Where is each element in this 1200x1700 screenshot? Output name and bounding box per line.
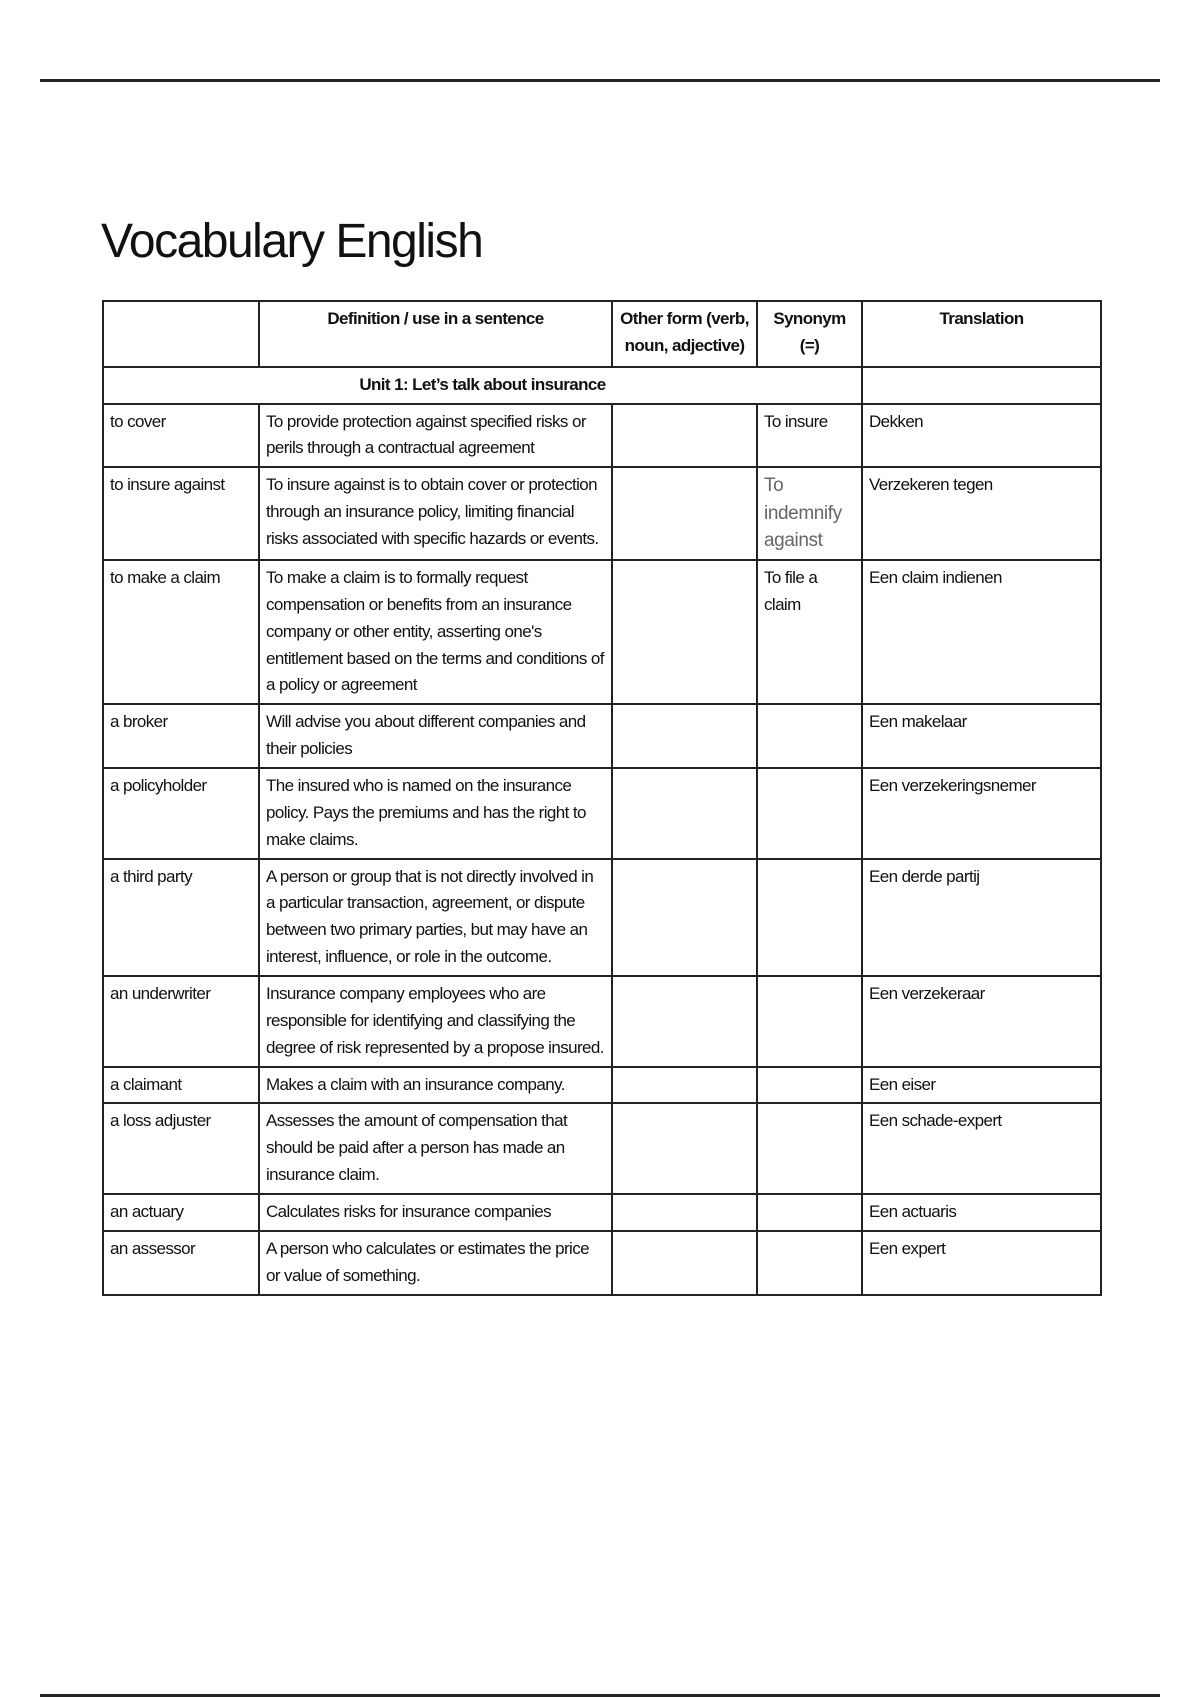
- cell-other-form: [612, 1103, 757, 1194]
- header-definition: Definition / use in a sentence: [259, 301, 612, 367]
- table-row: [103, 976, 1101, 1067]
- cell-other-form: [612, 404, 757, 468]
- table-row: [103, 1194, 1101, 1231]
- cell-term: to insure against: [103, 467, 259, 560]
- cell-synonym: [757, 768, 862, 859]
- table-row: [103, 1103, 1101, 1194]
- cell-other-form: [612, 1194, 757, 1231]
- cell-definition: Makes a claim with an insurance company.: [259, 1067, 612, 1104]
- cell-translation: Dekken: [862, 404, 1101, 468]
- cell-synonym: To indemnify against: [757, 467, 862, 560]
- table-row: [103, 768, 1101, 859]
- unit-heading: Unit 1: Let’s talk about insurance: [103, 367, 862, 404]
- table-row: [103, 704, 1101, 768]
- cell-translation: Een derde partij: [862, 859, 1101, 976]
- cell-synonym: [757, 859, 862, 976]
- cell-other-form: [612, 560, 757, 704]
- cell-term: a loss adjuster: [103, 1103, 259, 1194]
- header-other-form: Other form (verb, noun, adjective): [612, 301, 757, 367]
- cell-definition: To make a claim is to formally request compensation or benefits from an insurance company or other entity, asserting one's entitlement based on the terms and conditions of a policy or agreement: [259, 560, 612, 704]
- cell-synonym: [757, 1231, 862, 1295]
- unit-heading-row: [103, 367, 1101, 404]
- cell-other-form: [612, 768, 757, 859]
- cell-definition: A person or group that is not directly involved in a particular transaction, agreement, or dispute between two primary parties, but may have an interest, influence, or role in the outcome.: [259, 859, 612, 976]
- table-row: [103, 560, 1101, 704]
- cell-translation: Een schade-expert: [862, 1103, 1101, 1194]
- cell-definition: Calculates risks for insurance companies: [259, 1194, 612, 1231]
- unit-heading-blank: [862, 367, 1101, 404]
- cell-term: to make a claim: [103, 560, 259, 704]
- cell-translation: Een eiser: [862, 1067, 1101, 1104]
- header-translation: Translation: [862, 301, 1101, 367]
- header-term: [103, 301, 259, 367]
- top-rule: [40, 79, 1160, 82]
- cell-term: an underwriter: [103, 976, 259, 1067]
- table-row: [103, 404, 1101, 468]
- cell-other-form: [612, 859, 757, 976]
- cell-synonym: [757, 1103, 862, 1194]
- cell-term: a broker: [103, 704, 259, 768]
- table-row: [103, 467, 1101, 560]
- cell-synonym: [757, 976, 862, 1067]
- cell-synonym: To insure: [757, 404, 862, 468]
- cell-synonym: [757, 704, 862, 768]
- cell-synonym: [757, 1194, 862, 1231]
- vocabulary-table: [102, 300, 1102, 1296]
- cell-term: a claimant: [103, 1067, 259, 1104]
- cell-definition: Will advise you about different companies and their policies: [259, 704, 612, 768]
- table-row: [103, 859, 1101, 976]
- cell-definition: To provide protection against specified risks or perils through a contractual agreement: [259, 404, 612, 468]
- cell-term: a policyholder: [103, 768, 259, 859]
- cell-translation: Een expert: [862, 1231, 1101, 1295]
- table-row: [103, 1067, 1101, 1104]
- table-row: [103, 1231, 1101, 1295]
- table-header-row: [103, 301, 1101, 367]
- cell-definition: Assesses the amount of compensation that should be paid after a person has made an insurance claim.: [259, 1103, 612, 1194]
- cell-definition: Insurance company employees who are responsible for identifying and classifying the degree of risk represented by a propose insured.: [259, 976, 612, 1067]
- cell-definition: To insure against is to obtain cover or protection through an insurance policy, limiting financial risks associated with specific hazards or events.: [259, 467, 612, 560]
- cell-other-form: [612, 704, 757, 768]
- cell-definition: The insured who is named on the insurance policy. Pays the premiums and has the right to make claims.: [259, 768, 612, 859]
- header-synonym: Synonym (=): [757, 301, 862, 367]
- cell-term: an assessor: [103, 1231, 259, 1295]
- document-title: Vocabulary English: [101, 215, 483, 268]
- cell-definition: A person who calculates or estimates the price or value of something.: [259, 1231, 612, 1295]
- cell-synonym: To file a claim: [757, 560, 862, 704]
- cell-translation: Een verzekeringsnemer: [862, 768, 1101, 859]
- bottom-rule: [40, 1694, 1160, 1697]
- cell-term: an actuary: [103, 1194, 259, 1231]
- cell-other-form: [612, 976, 757, 1067]
- cell-other-form: [612, 1067, 757, 1104]
- cell-other-form: [612, 467, 757, 560]
- cell-synonym: [757, 1067, 862, 1104]
- cell-other-form: [612, 1231, 757, 1295]
- cell-translation: Een makelaar: [862, 704, 1101, 768]
- cell-translation: Een claim indienen: [862, 560, 1101, 704]
- cell-term: to cover: [103, 404, 259, 468]
- cell-translation: Verzekeren tegen: [862, 467, 1101, 560]
- cell-term: a third party: [103, 859, 259, 976]
- cell-translation: Een verzekeraar: [862, 976, 1101, 1067]
- cell-translation: Een actuaris: [862, 1194, 1101, 1231]
